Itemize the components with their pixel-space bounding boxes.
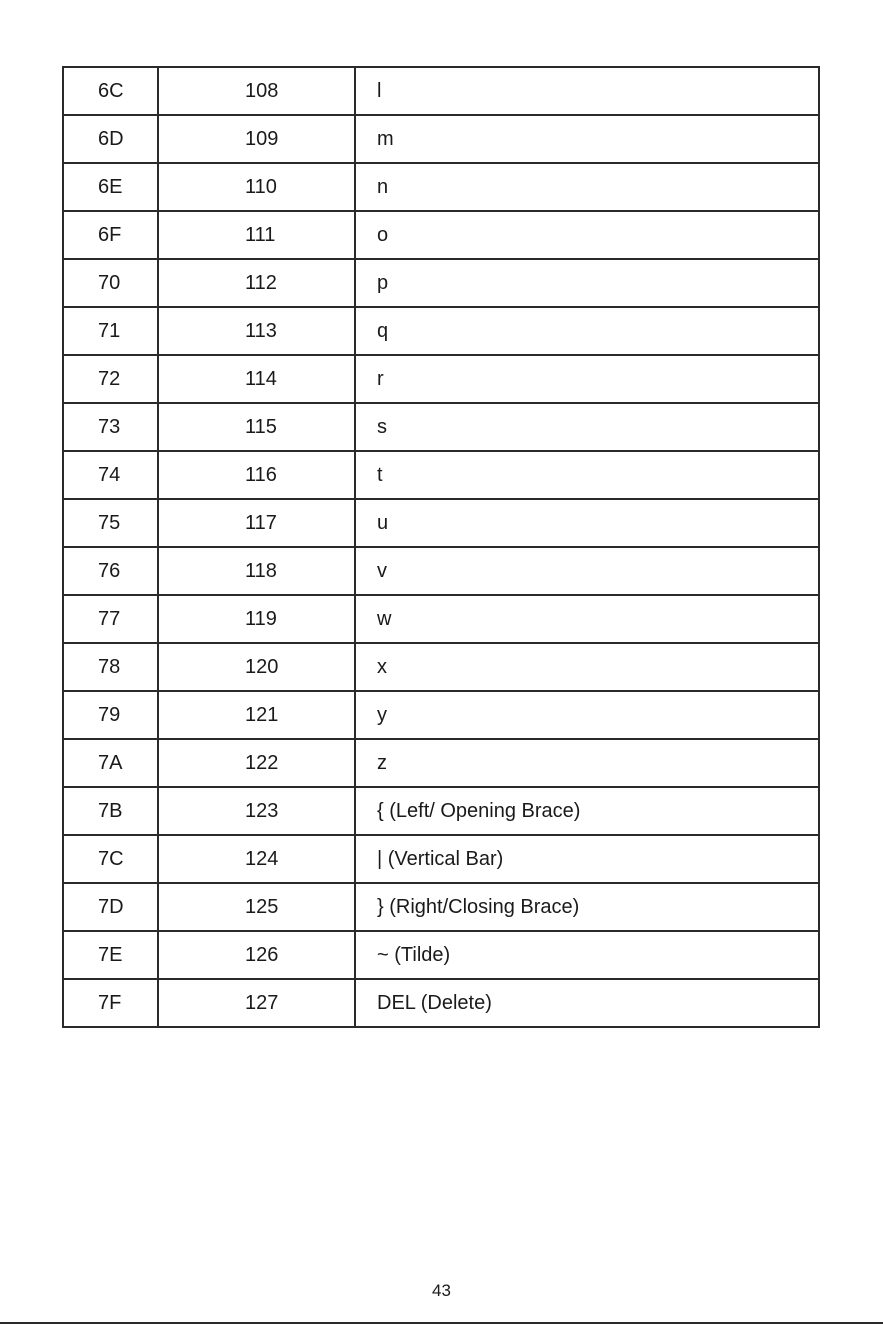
hex-cell: 7A — [63, 739, 158, 787]
character-cell: s — [355, 403, 819, 451]
table-row — [63, 739, 819, 787]
table-row — [63, 163, 819, 211]
decimal-cell: 114 — [158, 355, 355, 403]
hex-cell: 71 — [63, 307, 158, 355]
character-cell: n — [355, 163, 819, 211]
hex-cell: 76 — [63, 547, 158, 595]
character-cell: y — [355, 691, 819, 739]
character-cell: r — [355, 355, 819, 403]
character-cell: t — [355, 451, 819, 499]
character-cell: DEL (Delete) — [355, 979, 819, 1027]
hex-cell: 74 — [63, 451, 158, 499]
hex-cell: 7E — [63, 931, 158, 979]
hex-cell: 78 — [63, 643, 158, 691]
decimal-cell: 110 — [158, 163, 355, 211]
character-cell: o — [355, 211, 819, 259]
decimal-cell: 121 — [158, 691, 355, 739]
character-cell: ~ (Tilde) — [355, 931, 819, 979]
character-cell: v — [355, 547, 819, 595]
hex-cell: 72 — [63, 355, 158, 403]
decimal-cell: 111 — [158, 211, 355, 259]
character-cell: { (Left/ Opening Brace) — [355, 787, 819, 835]
hex-cell: 73 — [63, 403, 158, 451]
table-row — [63, 67, 819, 115]
decimal-cell: 109 — [158, 115, 355, 163]
decimal-cell: 112 — [158, 259, 355, 307]
table-row — [63, 259, 819, 307]
decimal-cell: 123 — [158, 787, 355, 835]
decimal-cell: 122 — [158, 739, 355, 787]
decimal-cell: 126 — [158, 931, 355, 979]
table-row — [63, 355, 819, 403]
decimal-cell: 127 — [158, 979, 355, 1027]
table-row — [63, 307, 819, 355]
table-row — [63, 451, 819, 499]
character-cell: w — [355, 595, 819, 643]
table-row — [63, 787, 819, 835]
character-cell: l — [355, 67, 819, 115]
decimal-cell: 113 — [158, 307, 355, 355]
hex-cell: 7D — [63, 883, 158, 931]
table-row — [63, 835, 819, 883]
table-row — [63, 883, 819, 931]
table-row — [63, 931, 819, 979]
character-cell: u — [355, 499, 819, 547]
hex-cell: 6F — [63, 211, 158, 259]
hex-cell: 6E — [63, 163, 158, 211]
character-cell: } (Right/Closing Brace) — [355, 883, 819, 931]
hex-cell: 75 — [63, 499, 158, 547]
hex-cell: 7B — [63, 787, 158, 835]
table-row — [63, 403, 819, 451]
table-row — [63, 499, 819, 547]
decimal-cell: 120 — [158, 643, 355, 691]
ascii-table — [62, 66, 820, 1028]
character-cell: q — [355, 307, 819, 355]
table-row — [63, 691, 819, 739]
table-row — [63, 547, 819, 595]
character-cell: p — [355, 259, 819, 307]
decimal-cell: 108 — [158, 67, 355, 115]
hex-cell: 70 — [63, 259, 158, 307]
character-cell: | (Vertical Bar) — [355, 835, 819, 883]
hex-cell: 77 — [63, 595, 158, 643]
hex-cell: 7F — [63, 979, 158, 1027]
character-cell: x — [355, 643, 819, 691]
table-row — [63, 211, 819, 259]
hex-cell: 79 — [63, 691, 158, 739]
hex-cell: 6D — [63, 115, 158, 163]
table-row — [63, 643, 819, 691]
table-row — [63, 979, 819, 1027]
decimal-cell: 119 — [158, 595, 355, 643]
page-number: 43 — [432, 1281, 451, 1300]
decimal-cell: 115 — [158, 403, 355, 451]
decimal-cell: 124 — [158, 835, 355, 883]
ascii-table-container — [62, 66, 818, 1028]
decimal-cell: 118 — [158, 547, 355, 595]
hex-cell: 7C — [63, 835, 158, 883]
decimal-cell: 116 — [158, 451, 355, 499]
table-row — [63, 115, 819, 163]
character-cell: z — [355, 739, 819, 787]
hex-cell: 6C — [63, 67, 158, 115]
character-cell: m — [355, 115, 819, 163]
table-row — [63, 595, 819, 643]
decimal-cell: 117 — [158, 499, 355, 547]
decimal-cell: 125 — [158, 883, 355, 931]
